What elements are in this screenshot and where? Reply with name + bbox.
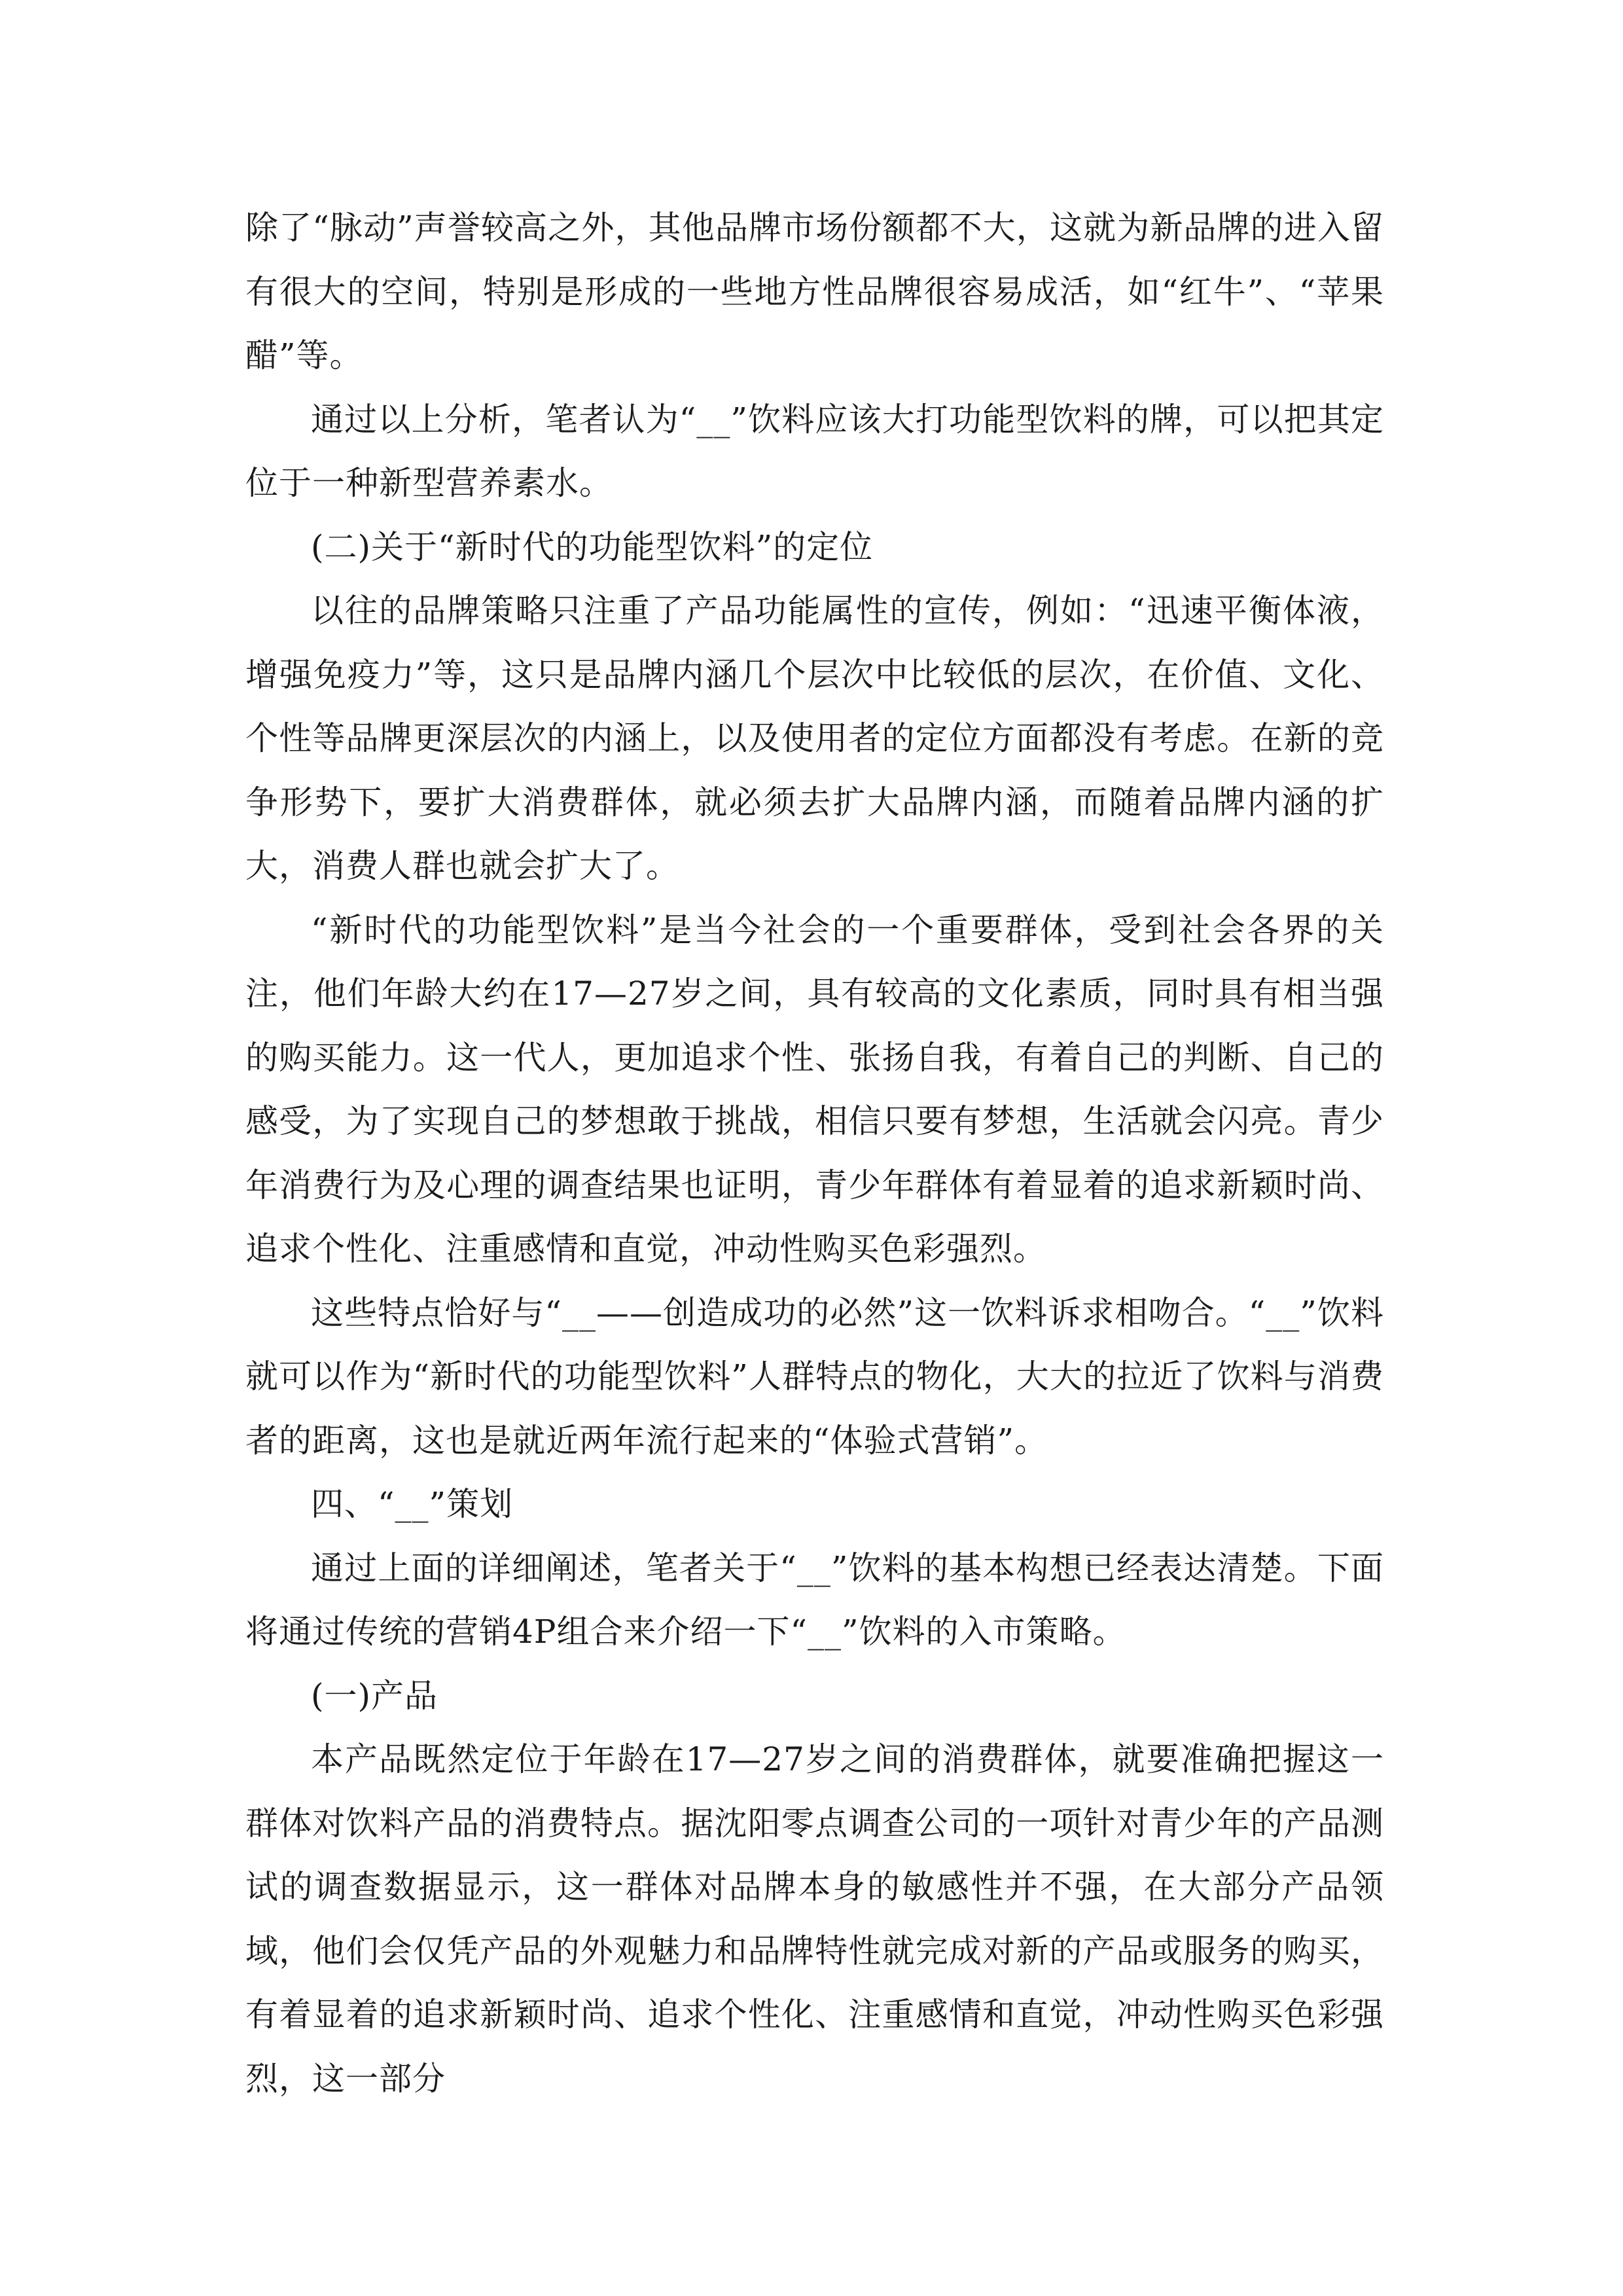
section-heading-planning: 四、“__”策划 xyxy=(311,1485,514,1523)
paragraph-appeal-match: 这些特点恰好与“__——创造成功的必然”这一饮料诉求相吻合。“__”饮料就可以作为“新时代的功能型饮料”人群特点的物化，大大的拉近了饮料与消费者的距离，这也是就近两年流行起来的“体验式营销”。 xyxy=(245,1293,1384,1460)
paragraph-product: 本产品既然定位于年龄在17—27岁之间的消费群体，就要准确把握这一群体对饮料产品的消费特点。据沈阳零点调查公司的一项针对青少年的产品测试的调查数据显示，这一群体对品牌本身的敏感性并不强，在大部分产品领域，他们会仅凭产品的外观魅力和品牌特性就完成对新的产品或服务的购买，有着显着的追求新颖时尚、追求个性化、注重感情和直觉，冲动性购买色彩强烈，这一部分 xyxy=(245,1740,1384,2098)
section-heading-positioning: (二)关于“新时代的功能型饮料”的定位 xyxy=(311,528,874,566)
paragraph-brand-strategy: 以往的品牌策略只注重了产品功能属性的宣传，例如：“迅速平衡体液，增强免疫力”等，这只是品牌内涵几个层次中比较低的层次，在价值、文化、个性等品牌更深层次的内涵上，以及使用者的定位方面都没有考虑。在新的竞争形势下，要扩大消费群体，就必须去扩大品牌内涵，而随着品牌内涵的扩大，消费人群也就会扩大了。 xyxy=(245,592,1384,885)
paragraph-target-group: “新时代的功能型饮料”是当今社会的一个重要群体，受到社会各界的关注，他们年龄大约在17—27岁之间，具有较高的文化素质，同时具有相当强的购买能力。这一代人，更加追求个性、张扬自我，有着自己的判断、自己的感受，为了实现自己的梦想敢于挑战，相信只要有梦想，生活就会闪亮。青少年消费行为及心理的调查结果也证明，青少年群体有着显着的追求新颖时尚、追求个性化、注重感情和直觉，冲动性购买色彩强烈。 xyxy=(245,910,1384,1268)
paragraph-analysis-conclusion: 通过以上分析，笔者认为“__”饮料应该大打功能型饮料的牌，可以把其定位于一种新型营养素水。 xyxy=(245,400,1384,502)
document-body xyxy=(245,196,1384,2111)
paragraph-planning-intro: 通过上面的详细阐述，笔者关于“__”饮料的基本构想已经表达清楚。下面将通过传统的营销4P组合来介绍一下“__”饮料的入市策略。 xyxy=(245,1549,1384,1651)
paragraph-continued: 除了“脉动”声誉较高之外，其他品牌市场份额都不大，这就为新品牌的进入留有很大的空间，特别是形成的一些地方性品牌很容易成活，如“红牛”、“苹果醋”等。 xyxy=(245,209,1384,374)
section-heading-product: (一)产品 xyxy=(311,1676,438,1715)
